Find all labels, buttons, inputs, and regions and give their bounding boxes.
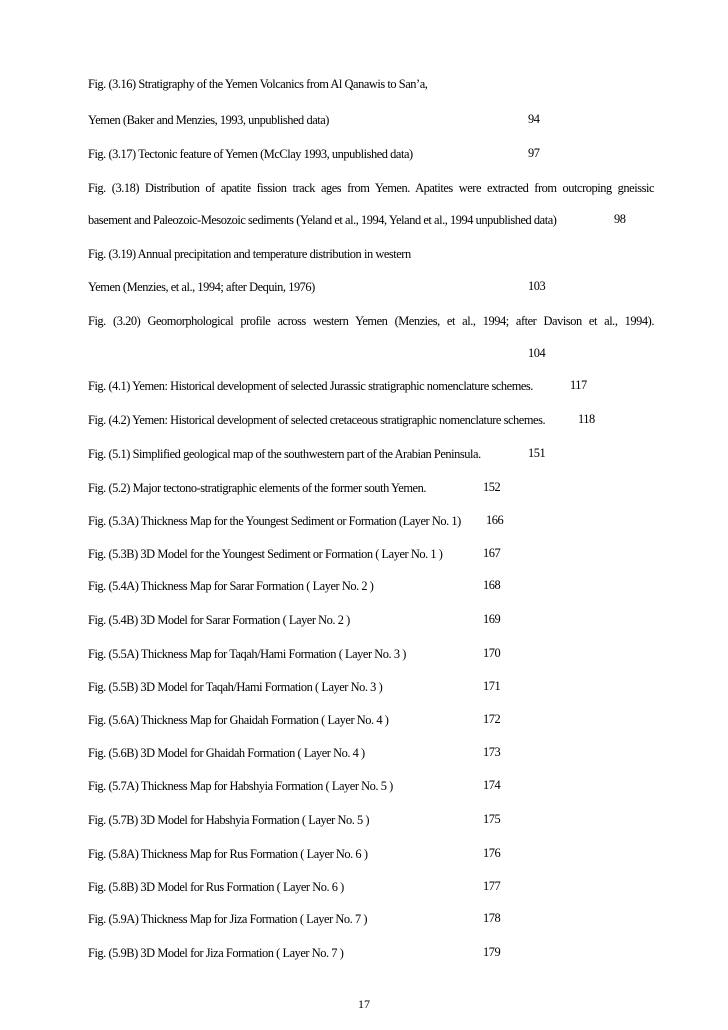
figure-page-number: 179 <box>483 945 501 959</box>
figure-entry <box>88 679 382 695</box>
figure-page-number: 169 <box>483 612 501 626</box>
figure-page-number: 168 <box>483 578 501 592</box>
figure-entry <box>88 911 367 927</box>
figure-entry <box>88 578 373 594</box>
figure-page-number: 171 <box>483 679 501 693</box>
figure-caption: Fig. (5.6A) Thickness Map for Ghaidah Formation ( Layer No. 4 ) <box>88 713 389 727</box>
figure-page-number: 173 <box>483 745 501 759</box>
figure-entry <box>88 412 545 428</box>
figure-caption: Yemen (Baker and Menzies, 1993, unpublished data) <box>88 113 329 127</box>
figure-page-number: 94 <box>528 112 540 126</box>
figure-page-number: 170 <box>483 646 501 660</box>
figure-entry <box>88 712 388 728</box>
figure-caption: Fig. (5.7B) 3D Model for Habshyia Formation ( Layer No. 5 ) <box>88 813 370 827</box>
figure-entry <box>88 846 368 862</box>
figure-entry <box>88 313 654 329</box>
figure-page-number: 98 <box>614 212 626 226</box>
figure-entry <box>88 279 315 295</box>
figure-caption: Fig. (5.1) Simplified geological map of the southwestern part of the Arabian Peninsula. <box>88 447 481 461</box>
figure-page-number: 174 <box>483 778 501 792</box>
figure-entry <box>88 112 329 128</box>
figure-caption: basement and Paleozoic-Mesozoic sediments (Yeland et al., 1994, Yeland et al., 1994 unpublished data) <box>88 213 557 227</box>
figure-page-number: 152 <box>483 480 501 494</box>
figure-caption: Fig. (5.6B) 3D Model for Ghaidah Formation ( Layer No. 4 ) <box>88 746 365 760</box>
figure-caption: Fig. (5.2) Major tectono-stratigraphic elements of the former south Yemen. <box>88 481 426 495</box>
figure-entry <box>88 480 426 496</box>
figure-entry <box>88 212 556 228</box>
figure-entry <box>88 778 393 794</box>
figure-caption: Fig. (3.19) Annual precipitation and temperature distribution in western <box>88 247 411 261</box>
figure-entry <box>88 446 481 462</box>
figure-entry <box>88 76 427 92</box>
figure-caption: Fig. (5.8A) Thickness Map for Rus Formation ( Layer No. 6 ) <box>88 847 368 861</box>
figure-page-number: 97 <box>528 146 540 160</box>
figure-caption: Fig. (3.18) Distribution of apatite fission track ages from Yemen. Apatites were extracted from outcroping gneissic <box>88 181 654 195</box>
figure-entry <box>88 812 369 828</box>
figure-caption: Fig. (5.8B) 3D Model for Rus Formation ( Layer No. 6 ) <box>88 880 344 894</box>
figure-entry <box>88 513 461 529</box>
figure-caption: Fig. (5.4A) Thickness Map for Sarar Formation ( Layer No. 2 ) <box>88 579 374 593</box>
figure-caption: Fig. (5.3B) 3D Model for the Youngest Sediment or Formation ( Layer No. 1 ) <box>88 547 443 561</box>
figure-page-number: 166 <box>486 513 504 527</box>
figure-entry <box>88 646 406 662</box>
figure-entry <box>88 879 344 895</box>
figure-entry <box>88 546 442 562</box>
figure-page-number: 175 <box>483 812 501 826</box>
figure-caption: Fig. (5.5A) Thickness Map for Taqah/Hami Formation ( Layer No. 3 ) <box>88 647 406 661</box>
figure-entry <box>88 180 654 196</box>
figure-caption: Fig. (5.9B) 3D Model for Jiza Formation ( Layer No. 7 ) <box>88 946 344 960</box>
figure-page-number: 167 <box>483 546 501 560</box>
figure-page-number: 178 <box>483 911 501 925</box>
figure-page-number: 117 <box>570 378 587 392</box>
figure-caption: Fig. (3.16) Stratigraphy of the Yemen Volcanics from Al Qanawis to San’a, <box>88 77 428 91</box>
figure-entry <box>88 378 533 394</box>
figure-page-number: 176 <box>483 846 501 860</box>
figure-caption: Fig. (5.9A) Thickness Map for Jiza Formation ( Layer No. 7 ) <box>88 912 368 926</box>
figure-entry <box>88 246 411 262</box>
figure-caption: Fig. (5.3A) Thickness Map for the Youngest Sediment or Formation (Layer No. 1) <box>88 514 461 528</box>
figure-page-number: 118 <box>578 412 595 426</box>
figure-entry <box>88 612 350 628</box>
figure-caption: Fig. (5.4B) 3D Model for Sarar Formation ( Layer No. 2 ) <box>88 613 350 627</box>
figure-entry <box>88 745 365 761</box>
figure-caption: Fig. (3.20) Geomorphological profile across western Yemen (Menzies, et al., 1994; after Davison et al., 1994). <box>88 314 654 328</box>
figure-caption: Yemen (Menzies, et al., 1994; after Dequin, 1976) <box>88 280 315 294</box>
figure-entry <box>88 945 343 961</box>
figure-page-number: 172 <box>483 712 501 726</box>
figure-caption: Fig. (4.2) Yemen: Historical development of selected cretaceous stratigraphic nomenclature schemes. <box>88 413 546 427</box>
figure-caption: Fig. (4.1) Yemen: Historical development of selected Jurassic stratigraphic nomenclature schemes. <box>88 379 533 393</box>
figure-caption: Fig. (5.7A) Thickness Map for Habshyia Formation ( Layer No. 5 ) <box>88 779 393 793</box>
figure-page-number: 104 <box>528 346 546 360</box>
page-footer-number: 17 <box>358 997 370 1011</box>
figure-page-number: 177 <box>483 879 501 893</box>
figure-entry <box>88 146 413 162</box>
figure-page-number: 151 <box>528 446 546 460</box>
figure-page-number: 103 <box>528 279 546 293</box>
figure-caption: Fig. (3.17) Tectonic feature of Yemen (McClay 1993, unpublished data) <box>88 147 413 161</box>
figure-caption: Fig. (5.5B) 3D Model for Taqah/Hami Formation ( Layer No. 3 ) <box>88 680 383 694</box>
